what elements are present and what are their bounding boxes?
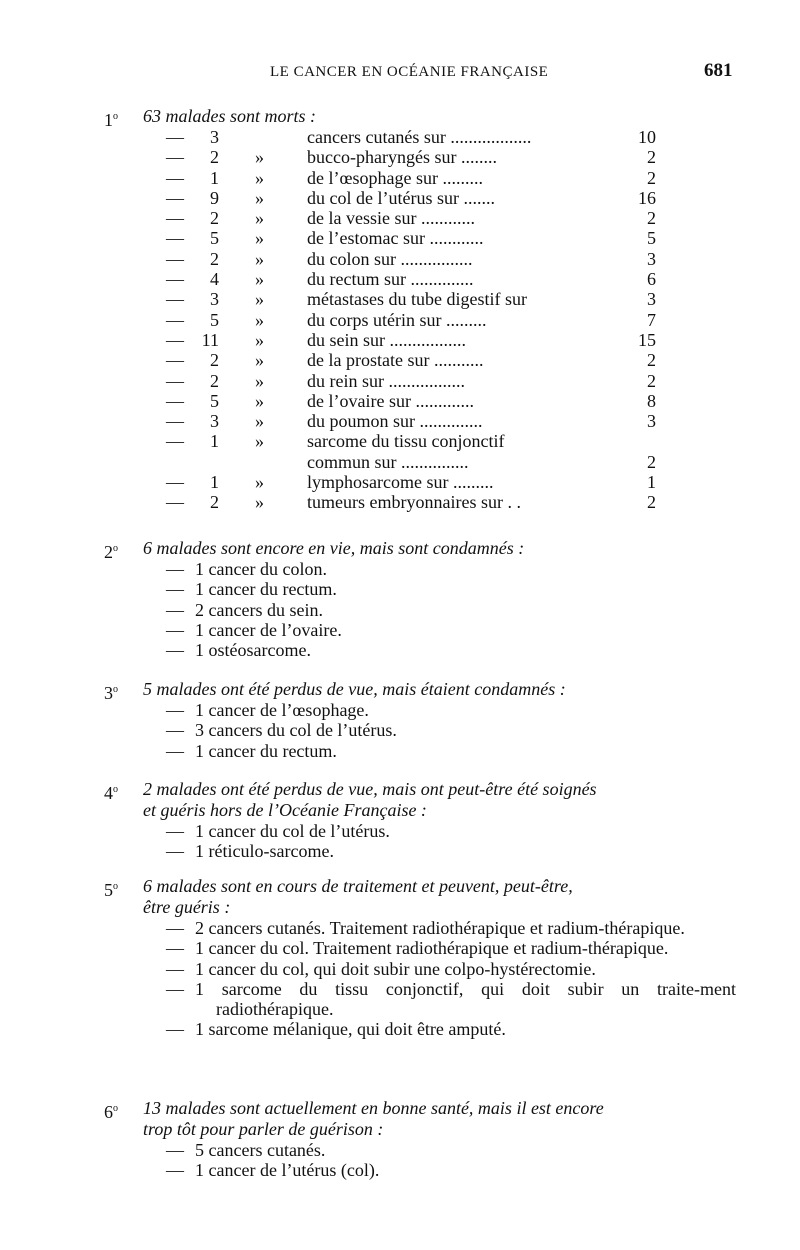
list-item-dash: — — [166, 841, 184, 862]
section-2-number: 2$^o$ — [104, 542, 118, 562]
row-label: bucco-pharyngés sur ........ — [307, 147, 497, 168]
row-ditto-mark: » — [255, 350, 264, 371]
list-item-text: 1 cancer de l’ovaire. — [195, 619, 342, 640]
row-total: 2 — [647, 167, 656, 188]
row-ditto-mark: » — [255, 329, 264, 350]
section-2-heading — [0, 538, 800, 562]
row-total: 2 — [647, 451, 656, 472]
row-total: 3 — [647, 289, 656, 310]
row-dash: — — [166, 167, 184, 188]
row-count: 9 — [210, 187, 219, 208]
row-total: 2 — [647, 370, 656, 391]
page-number: 681 — [704, 60, 733, 81]
list-item-text: 1 sarcome mélanique, qui doit être amputé. — [195, 1019, 506, 1040]
list-item — [0, 720, 736, 740]
section-5-title-line-1: 6 malades sont en cours de traitement et peuvent, peut-être, — [143, 876, 573, 896]
row-ditto-mark: » — [255, 370, 264, 391]
section-6-list — [0, 1140, 800, 1181]
list-item-dash: — — [166, 740, 184, 761]
row-label: du corps utérin sur ......... — [307, 309, 487, 330]
row-count: 2 — [210, 492, 219, 513]
row-count: 11 — [201, 329, 219, 350]
row-ditto-mark: » — [255, 248, 264, 269]
list-item-text: 1 cancer du col. Traitement radiothérapique et radium-thérapique. — [195, 938, 669, 959]
table-row — [0, 249, 800, 269]
row-label: de la vessie sur ............ — [307, 208, 475, 229]
row-ditto-mark: » — [255, 228, 264, 249]
row-dash: — — [166, 492, 184, 513]
running-title: LE CANCER EN OCÉANIE FRANÇAISE — [270, 64, 549, 80]
list-item-dash: — — [166, 579, 184, 600]
row-dash: — — [166, 127, 184, 147]
row-label: du rein sur ................. — [307, 370, 465, 391]
row-dash: — — [166, 269, 184, 290]
row-dash: — — [166, 187, 184, 208]
row-dash: — — [166, 370, 184, 391]
list-item-dash: — — [166, 1140, 184, 1160]
list-item-dash: — — [166, 918, 184, 938]
row-count: 1 — [210, 472, 219, 493]
row-label: du col de l’utérus sur ....... — [307, 187, 495, 208]
row-dash: — — [166, 472, 184, 493]
list-item — [0, 821, 736, 841]
list-item-text: 2 cancers du sein. — [195, 599, 323, 620]
table-row — [0, 330, 800, 350]
row-label: cancers cutanés sur .................. — [307, 127, 532, 147]
section-4-heading — [0, 779, 800, 821]
section-6-title-line-2: trop tôt pour parler de guérison : — [143, 1119, 384, 1139]
row-total: 1 — [647, 472, 656, 493]
section-2-list — [0, 559, 800, 660]
table-row — [0, 127, 800, 147]
table-row — [0, 431, 800, 451]
list-item-text: 5 cancers cutanés. — [195, 1140, 326, 1160]
table-row — [0, 208, 800, 228]
list-item-dash: — — [166, 1019, 184, 1040]
row-total: 16 — [638, 187, 656, 208]
list-item-dash: — — [166, 1160, 184, 1181]
section-4 — [0, 779, 800, 862]
list-item — [0, 579, 736, 599]
section-4-title — [143, 779, 734, 821]
list-item-text: 1 cancer du colon. — [195, 559, 327, 579]
row-ditto-mark: » — [255, 289, 264, 310]
row-label: de la prostate sur ........... — [307, 350, 484, 371]
section-1 — [0, 106, 800, 513]
list-item-dash: — — [166, 700, 184, 720]
row-total: 6 — [647, 269, 656, 290]
row-count: 1 — [210, 431, 219, 452]
row-label: du rectum sur .............. — [307, 269, 474, 290]
section-5-list — [0, 918, 800, 1040]
list-item-text: 1 cancer du col, qui doit subir une colpo-hystérectomie. — [195, 958, 596, 979]
table-row — [0, 371, 800, 391]
mortality-table — [0, 127, 800, 513]
row-count: 3 — [210, 289, 219, 310]
row-count: 3 — [210, 411, 219, 432]
section-2 — [0, 538, 800, 660]
row-ditto-mark: » — [255, 411, 264, 432]
section-5-title — [143, 876, 734, 918]
row-count: 2 — [210, 147, 219, 168]
list-item — [0, 979, 736, 1020]
section-5 — [0, 876, 800, 1040]
row-dash: — — [166, 431, 184, 452]
section-6-heading — [0, 1098, 800, 1140]
section-3-list — [0, 700, 800, 761]
list-item-text: 1 cancer du rectum. — [195, 740, 337, 761]
row-ditto-mark: » — [255, 269, 264, 290]
list-item-dash: — — [166, 559, 184, 579]
list-item-text: 1 cancer du col de l’utérus. — [195, 821, 390, 841]
section-4-number: 4$^o$ — [104, 783, 118, 803]
section-6-title-line-1: 13 malades sont actuellement en bonne santé, mais il est encore — [143, 1098, 604, 1118]
list-item-dash: — — [166, 599, 184, 620]
row-ditto-mark: » — [255, 167, 264, 188]
table-row — [0, 269, 800, 289]
row-count: 2 — [210, 370, 219, 391]
row-total: 2 — [647, 350, 656, 371]
list-item-text: 1 réticulo-sarcome. — [195, 841, 334, 862]
section-4-title-line-2: et guéris hors de l’Océanie Française : — [143, 800, 427, 820]
section-2-title: 6 malades sont encore en vie, mais sont condamnés : — [143, 538, 525, 558]
row-label: du colon sur ................ — [307, 248, 473, 269]
table-row — [0, 391, 800, 411]
section-3-number: 3$^o$ — [104, 683, 118, 703]
list-item — [0, 700, 736, 720]
table-row — [0, 188, 800, 208]
row-label: de l’ovaire sur ............. — [307, 390, 474, 411]
row-dash: — — [166, 208, 184, 229]
row-ditto-mark: » — [255, 309, 264, 330]
row-total: 5 — [647, 228, 656, 249]
list-item-dash: — — [166, 720, 184, 741]
row-dash: — — [166, 350, 184, 371]
row-count: 4 — [210, 269, 219, 290]
list-item — [0, 600, 736, 620]
list-item-dash: — — [166, 619, 184, 640]
list-item-dash: — — [166, 640, 184, 661]
row-dash: — — [166, 329, 184, 350]
row-dash: — — [166, 248, 184, 269]
row-ditto-mark: » — [255, 147, 264, 168]
section-3-heading — [0, 679, 800, 703]
list-item — [0, 841, 736, 861]
row-label: métastases du tube digestif sur — [307, 289, 527, 310]
row-ditto-mark: » — [255, 492, 264, 513]
list-item — [0, 918, 736, 938]
row-label: tumeurs embryonnaires sur . . — [307, 492, 521, 513]
row-dash: — — [166, 228, 184, 249]
row-label: sarcome du tissu conjonctif — [307, 431, 505, 452]
list-item — [0, 741, 736, 761]
list-item — [0, 1140, 736, 1160]
row-total: 8 — [647, 390, 656, 411]
list-item-text: 1 ostéosarcome. — [195, 640, 311, 661]
row-count: 3 — [210, 127, 219, 147]
section-6-number: 6$^o$ — [104, 1102, 118, 1122]
list-item-dash: — — [166, 821, 184, 841]
row-dash: — — [166, 309, 184, 330]
section-4-list — [0, 821, 800, 862]
list-item-text: 1 sarcome du tissu conjonctif, qui doit subir un traite-ment radiothérapique. — [195, 978, 736, 1020]
list-item — [0, 559, 736, 579]
row-dash: — — [166, 147, 184, 168]
table-row — [0, 472, 800, 492]
section-6-title — [143, 1098, 734, 1140]
row-count: 5 — [210, 390, 219, 411]
row-ditto-mark: » — [255, 208, 264, 229]
row-count: 2 — [210, 248, 219, 269]
row-count: 2 — [210, 350, 219, 371]
row-count: 2 — [210, 208, 219, 229]
table-row — [0, 310, 800, 330]
list-item — [0, 1160, 736, 1180]
list-item — [0, 640, 736, 660]
row-ditto-mark: » — [255, 390, 264, 411]
row-ditto-mark: » — [255, 472, 264, 493]
row-label: de l’estomac sur ............ — [307, 228, 484, 249]
section-3-title: 5 malades ont été perdus de vue, mais étaient condamnés : — [143, 679, 566, 699]
row-ditto-mark: » — [255, 187, 264, 208]
row-label: lymphosarcome sur ......... — [307, 472, 494, 493]
row-label: commun sur ............... — [307, 451, 469, 472]
row-label: de l’œsophage sur ......... — [307, 167, 483, 188]
list-item-dash: — — [166, 958, 184, 979]
list-item-text: 1 cancer du rectum. — [195, 579, 337, 600]
row-count: 1 — [210, 167, 219, 188]
row-dash: — — [166, 289, 184, 310]
section-6 — [0, 1098, 800, 1181]
section-4-title-line-1: 2 malades ont été perdus de vue, mais ont peut-être été soignés — [143, 779, 597, 799]
table-row — [0, 452, 800, 472]
row-total: 3 — [647, 411, 656, 432]
row-dash: — — [166, 390, 184, 411]
row-total: 7 — [647, 309, 656, 330]
list-item-dash: — — [166, 978, 184, 999]
row-label: du sein sur ................. — [307, 329, 466, 350]
list-item-text: 1 cancer de l’utérus (col). — [195, 1160, 380, 1181]
row-dash: — — [166, 411, 184, 432]
row-total: 15 — [638, 329, 656, 350]
row-total: 2 — [647, 492, 656, 513]
section-5-title-line-2: être guéris : — [143, 897, 231, 917]
table-row — [0, 289, 800, 309]
section-1-number: 1$^o$ — [104, 110, 118, 130]
section-5-number: 5$^o$ — [104, 880, 118, 900]
table-row — [0, 492, 800, 512]
table-row — [0, 228, 800, 248]
section-1-title: 63 malades sont morts : — [143, 106, 317, 126]
table-row — [0, 411, 800, 431]
list-item-text: 2 cancers cutanés. Traitement radiothérapique et radium-thérapique. — [195, 918, 685, 938]
row-total: 2 — [647, 208, 656, 229]
row-count: 5 — [210, 309, 219, 330]
table-row — [0, 168, 800, 188]
section-5-heading — [0, 876, 800, 918]
row-total: 3 — [647, 248, 656, 269]
section-1-heading — [0, 106, 800, 130]
row-total: 10 — [638, 127, 656, 147]
list-item — [0, 1019, 736, 1039]
list-item-text: 3 cancers du col de l’utérus. — [195, 720, 397, 741]
row-count: 5 — [210, 228, 219, 249]
list-item — [0, 938, 736, 958]
section-3 — [0, 679, 800, 761]
list-item-text: 1 cancer de l’œsophage. — [195, 700, 369, 720]
list-item — [0, 959, 736, 979]
row-ditto-mark: » — [255, 431, 264, 452]
table-row — [0, 147, 800, 167]
list-item-dash: — — [166, 938, 184, 959]
table-row — [0, 350, 800, 370]
row-label: du poumon sur .............. — [307, 411, 483, 432]
row-total: 2 — [647, 147, 656, 168]
list-item — [0, 620, 736, 640]
